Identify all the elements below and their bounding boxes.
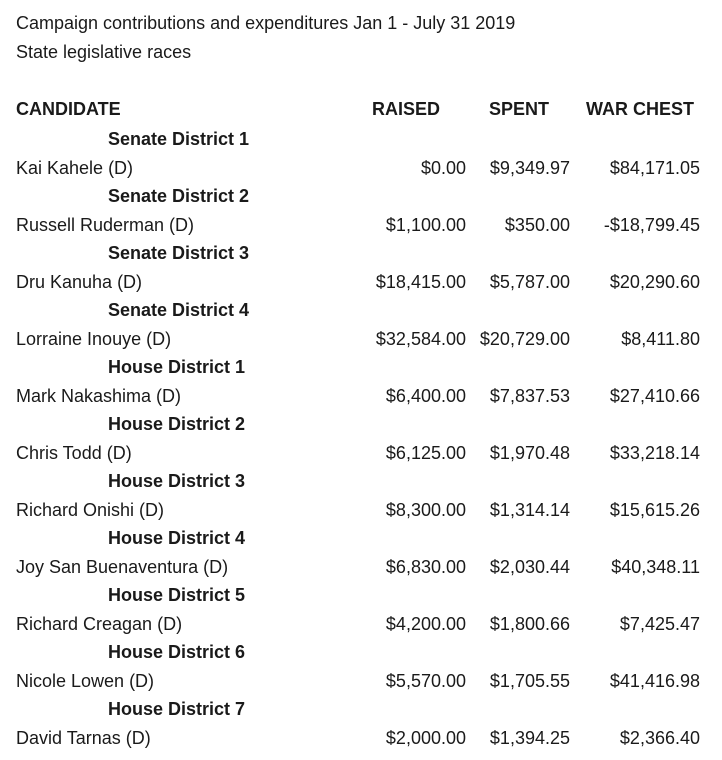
raised-value: $6,400.00: [385, 385, 466, 406]
district-label: House District 4: [108, 528, 246, 548]
district-label: House District 2: [108, 414, 246, 434]
district-label: Senate District 3: [108, 243, 250, 263]
raised-value: $1,100.00: [385, 214, 466, 235]
table-body: [16, 125, 706, 752]
spent-value: $5,787.00: [489, 271, 570, 292]
district-label: Senate District 2: [108, 186, 250, 206]
district-heading-row: [16, 467, 706, 496]
district-heading-row: [16, 410, 706, 439]
header-candidate: CANDIDATE: [16, 99, 121, 119]
raised-value: $5,570.00: [385, 670, 466, 691]
candidate-name: David Tarnas (D): [16, 727, 151, 748]
war-chest-value: $2,366.40: [619, 727, 700, 748]
table-header-row: [16, 95, 706, 123]
spent-value: $1,394.25: [489, 727, 570, 748]
candidate-name: Kai Kahele (D): [16, 157, 134, 178]
page-title: Campaign contributions and expenditures Jan 1 - July 31 2019: [16, 13, 516, 33]
candidate-name: Richard Creagan (D): [16, 613, 183, 634]
raised-value: $18,415.00: [375, 271, 466, 292]
spent-value: $350.00: [504, 214, 570, 235]
spent-value: $9,349.97: [489, 157, 570, 178]
district-label: House District 3: [108, 471, 246, 491]
war-chest-value: $40,348.11: [611, 556, 700, 577]
table-row: [16, 211, 706, 240]
candidate-name: Lorraine Inouye (D): [16, 328, 172, 349]
war-chest-value: $8,411.80: [621, 328, 700, 349]
district-label: House District 7: [108, 699, 246, 719]
spent-value: $2,030.44: [489, 556, 570, 577]
district-label: Senate District 1: [108, 129, 250, 149]
war-chest-value: $27,410.66: [609, 385, 700, 406]
war-chest-value: $33,218.14: [609, 442, 700, 463]
raised-value: $6,125.00: [385, 442, 466, 463]
district-heading-row: [16, 182, 706, 211]
district-label: Senate District 4: [108, 300, 250, 320]
contributions-table: [16, 95, 706, 752]
table-row: [16, 496, 706, 525]
candidate-name: Mark Nakashima (D): [16, 385, 182, 406]
table-row: [16, 724, 706, 753]
raised-value: $0.00: [420, 157, 466, 178]
district-label: House District 5: [108, 585, 246, 605]
spent-value: $7,837.53: [489, 385, 570, 406]
header-spent: SPENT: [488, 99, 549, 119]
spent-value: $1,705.55: [489, 670, 570, 691]
table-row: [16, 667, 706, 696]
spent-value: $1,800.66: [489, 613, 570, 634]
table-row: [16, 382, 706, 411]
district-label: House District 6: [108, 642, 246, 662]
district-heading-row: [16, 581, 706, 610]
table-row: [16, 325, 706, 354]
raised-value: $2,000.00: [385, 727, 466, 748]
table-row: [16, 154, 706, 183]
candidate-name: Richard Onishi (D): [16, 499, 165, 520]
page-subtitle: State legislative races: [16, 42, 192, 62]
candidate-name: Dru Kanuha (D): [16, 271, 143, 292]
district-heading-row: [16, 296, 706, 325]
candidate-name: Chris Todd (D): [16, 442, 132, 463]
spent-value: $20,729.00: [479, 328, 570, 349]
war-chest-value: $84,171.05: [609, 157, 700, 178]
raised-value: $6,830.00: [385, 556, 466, 577]
war-chest-value: -$18,799.45: [603, 214, 700, 235]
header-war-chest: WAR CHEST: [586, 99, 694, 119]
war-chest-value: $20,290.60: [609, 271, 700, 292]
candidate-name: Russell Ruderman (D): [16, 214, 195, 235]
district-heading-row: [16, 524, 706, 553]
war-chest-value: $7,425.47: [619, 613, 700, 634]
spent-value: $1,314.14: [489, 499, 570, 520]
district-heading-row: [16, 353, 706, 382]
district-heading-row: [16, 125, 706, 154]
table-row: [16, 553, 706, 582]
header-raised: RAISED: [371, 99, 440, 119]
table-row: [16, 610, 706, 639]
raised-value: $32,584.00: [375, 328, 466, 349]
table-row: [16, 439, 706, 468]
candidate-name: Nicole Lowen (D): [16, 670, 155, 691]
district-label: House District 1: [108, 357, 246, 377]
district-heading-row: [16, 239, 706, 268]
raised-value: $8,300.00: [385, 499, 466, 520]
table-row: [16, 268, 706, 297]
candidate-name: Joy San Buenaventura (D): [16, 556, 229, 577]
district-heading-row: [16, 638, 706, 667]
raised-value: $4,200.00: [385, 613, 466, 634]
spent-value: $1,970.48: [489, 442, 570, 463]
war-chest-value: $41,416.98: [609, 670, 700, 691]
war-chest-value: $15,615.26: [609, 499, 700, 520]
district-heading-row: [16, 695, 706, 724]
